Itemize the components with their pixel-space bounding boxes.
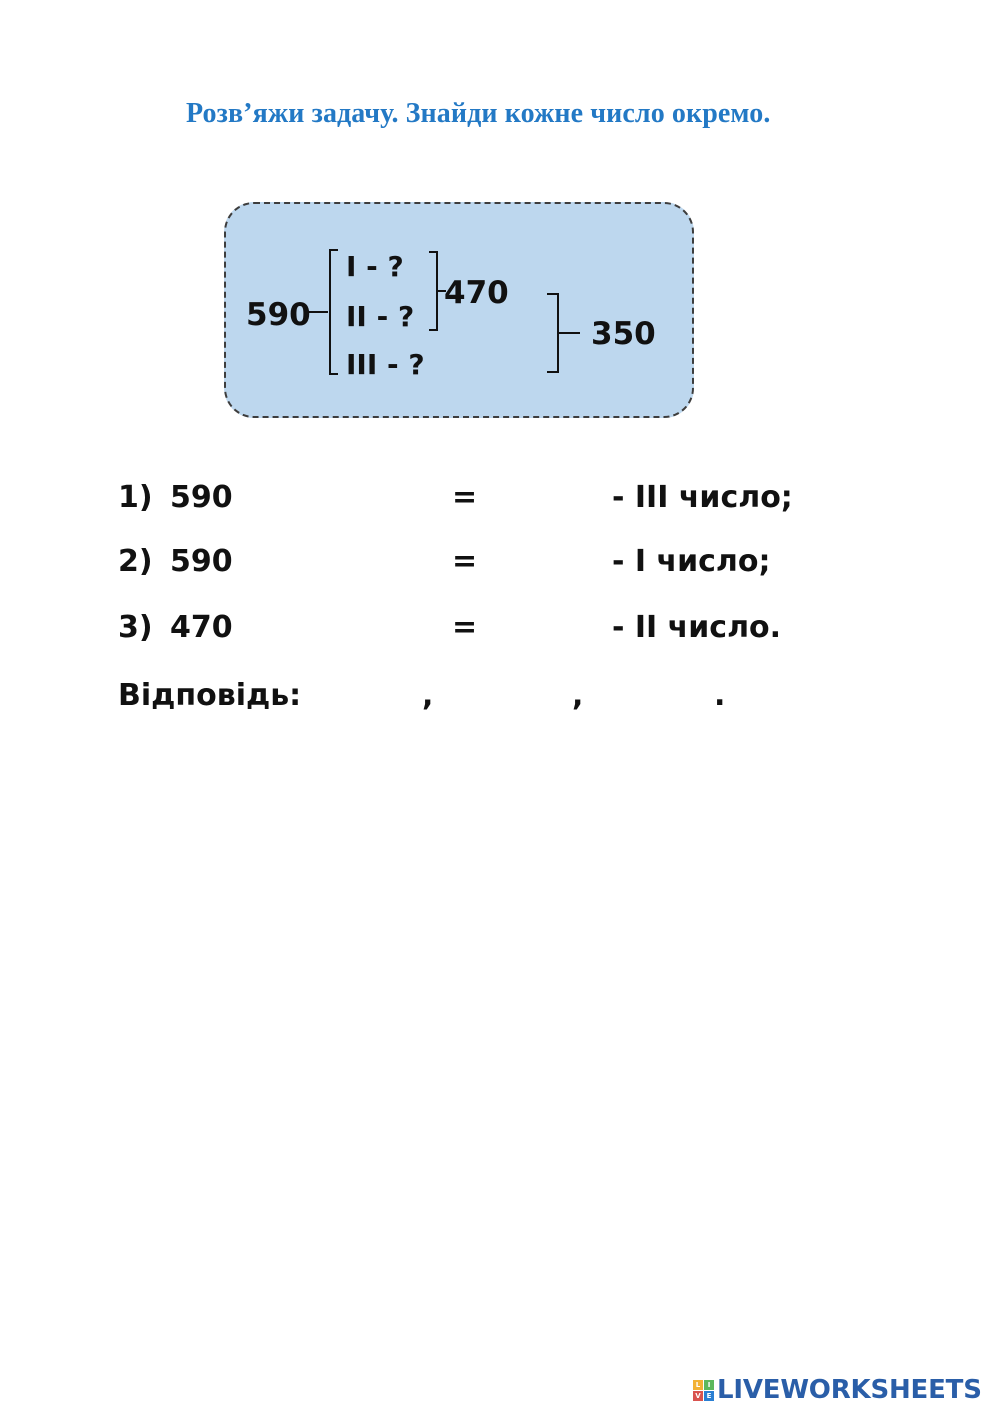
diagram-item-3: III - ?: [346, 348, 425, 381]
diagram-sum-first-two: 470: [444, 275, 509, 311]
step-number: 1): [118, 480, 153, 515]
logo-block-i: I: [704, 1380, 714, 1390]
problem-diagram: [226, 204, 692, 416]
diagram-sum-last-two: 350: [591, 316, 656, 352]
diagram-item-1: I - ?: [346, 250, 404, 283]
logo-text: LIVEWORKSHEETS: [717, 1375, 982, 1405]
step-number: 2): [118, 544, 153, 579]
logo-mark-icon: [693, 1380, 714, 1401]
step-equals-sign: =: [452, 610, 478, 645]
answer-label: Відповідь:: [118, 678, 302, 713]
step-result-label: - I число;: [612, 544, 771, 579]
step-equals-sign: =: [452, 544, 478, 579]
step-start-value: 470: [170, 610, 233, 645]
step-row-1: [118, 480, 838, 524]
problem-diagram-box: [224, 202, 694, 418]
logo-block-l: L: [693, 1380, 703, 1390]
answer-separator-1: ,: [422, 678, 434, 713]
answer-end: .: [714, 678, 726, 713]
step-result-label: - III число;: [612, 480, 793, 515]
answer-separator-2: ,: [572, 678, 584, 713]
step-equals-sign: =: [452, 480, 478, 515]
liveworksheets-logo: [693, 1374, 982, 1406]
diagram-total: 590: [246, 297, 311, 333]
step-start-value: 590: [170, 544, 233, 579]
diagram-left-bracket: [330, 250, 338, 374]
step-start-value: 590: [170, 480, 233, 515]
answer-row: [118, 678, 818, 722]
step-result-label: - II число.: [612, 610, 782, 645]
worksheet-title: Розв’яжи задачу. Знайди кожне число окремо.: [186, 98, 771, 129]
step-number: 3): [118, 610, 153, 645]
logo-block-e: E: [704, 1391, 714, 1401]
step-row-3: [118, 610, 838, 654]
diagram-bracket-first-two: [429, 252, 437, 330]
step-row-2: [118, 544, 838, 588]
logo-block-v: V: [693, 1391, 703, 1401]
diagram-bracket-last-two: [547, 294, 558, 372]
diagram-item-2: II - ?: [346, 300, 415, 333]
